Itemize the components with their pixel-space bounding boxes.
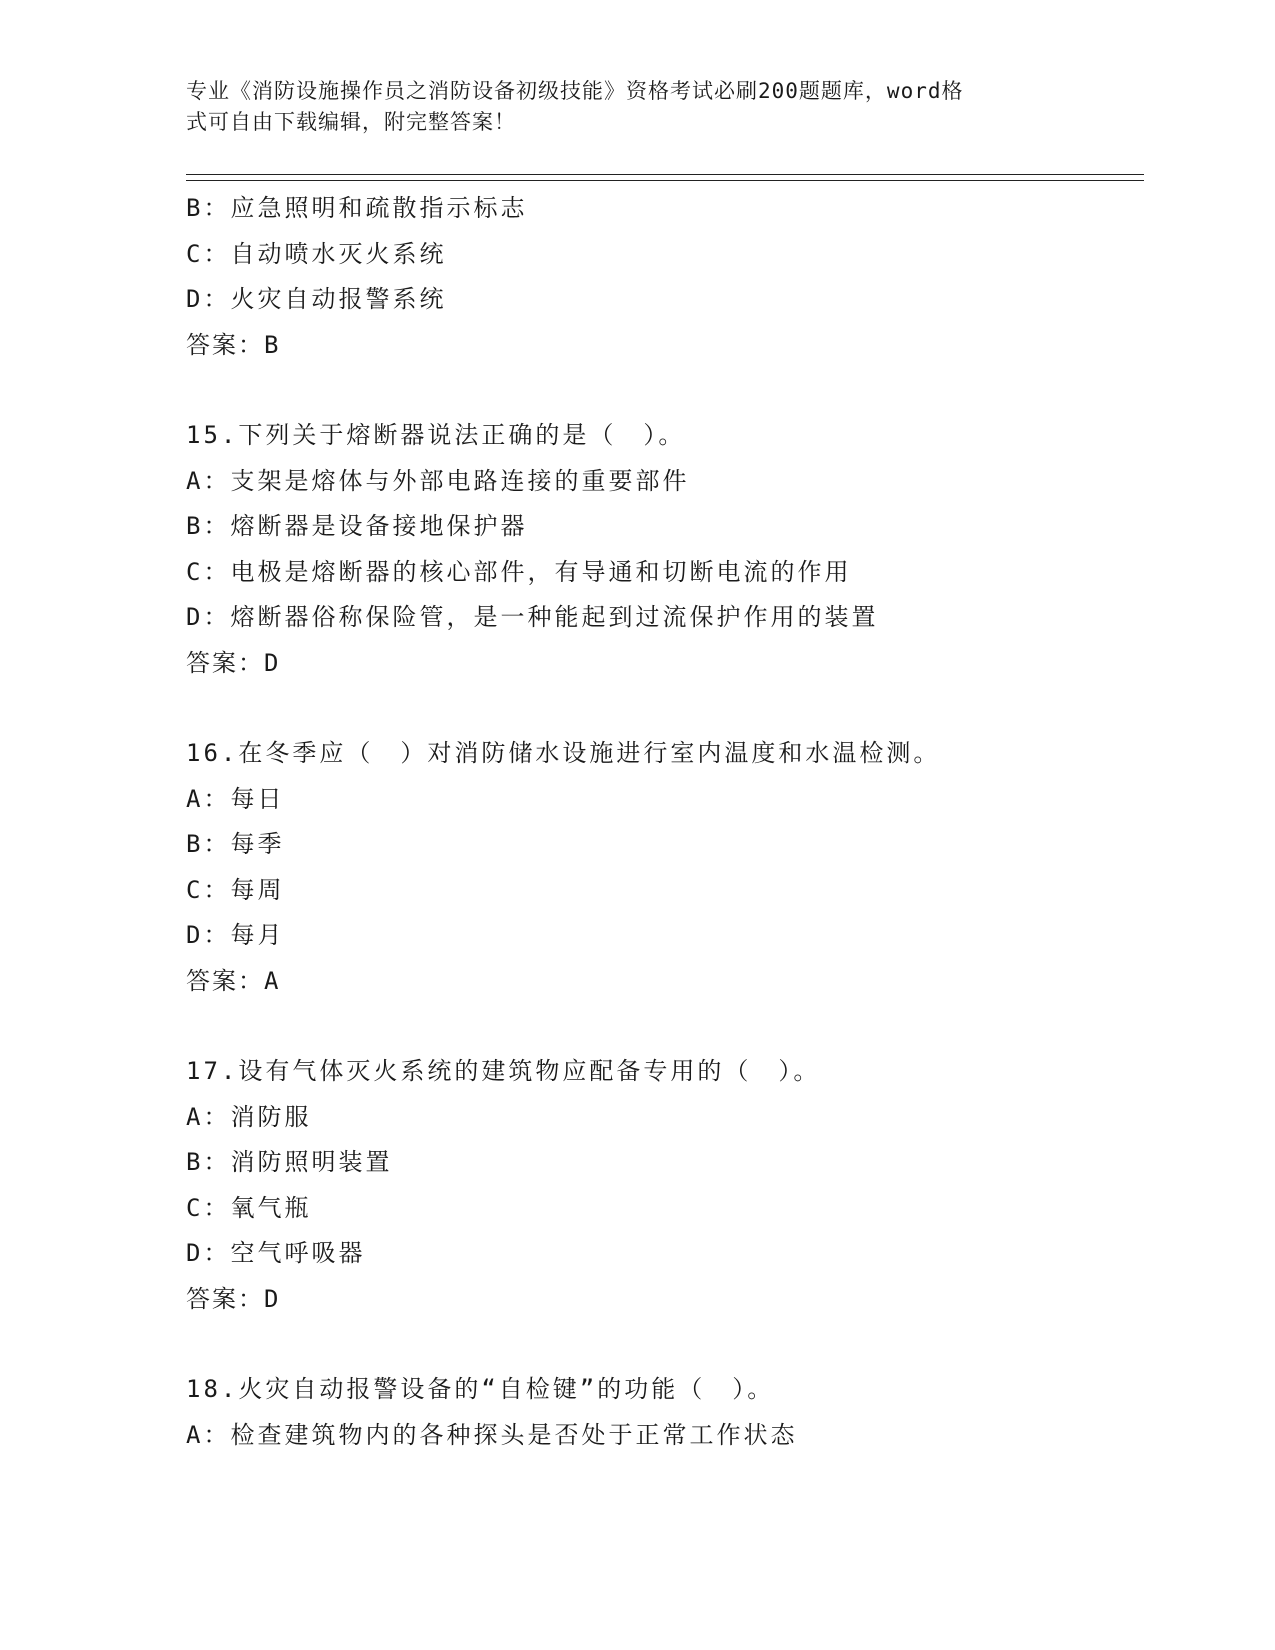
option-c: C：氧气瓶 — [186, 1193, 312, 1222]
header-line-1: 专业《消防设施操作员之消防设备初级技能》资格考试必刷200题题库，word格 — [186, 79, 964, 103]
option-a: A：支架是熔体与外部电路连接的重要部件 — [186, 466, 690, 495]
answer-line: 答案：D — [186, 1284, 281, 1313]
option-a: A：检查建筑物内的各种探头是否处于正常工作状态 — [186, 1420, 798, 1449]
answer-line: 答案：B — [186, 330, 281, 359]
spacer — [186, 1322, 1186, 1367]
option-c: C：每周 — [186, 875, 285, 904]
answer-line: 答案：D — [186, 648, 281, 677]
spacer — [186, 1004, 1186, 1049]
header-line-2: 式可自由下载编辑，附完整答案！ — [186, 110, 516, 134]
question-list — [186, 186, 1186, 1458]
option-a: A：每日 — [186, 784, 285, 813]
question-stem: 18.火灾自动报警设备的“自检键”的功能（ ）。 — [186, 1375, 775, 1403]
option-d: D：每月 — [186, 921, 285, 949]
option-b: B：消防照明装置 — [186, 1148, 393, 1176]
question-stem: 17.设有气体灭火系统的建筑物应配备专用的（ ）。 — [186, 1057, 821, 1085]
header-divider-top — [186, 174, 1144, 175]
option-d: D：熔断器俗称保险管，是一种能起到过流保护作用的装置 — [186, 603, 879, 631]
question-stem: 15.下列关于熔断器说法正确的是（ ）。 — [186, 421, 686, 449]
option-c: C：自动喷水灭火系统 — [186, 239, 447, 268]
question-stem: 16.在冬季应（ ）对消防储水设施进行室内温度和水温检测。 — [186, 739, 941, 767]
document-header — [186, 76, 1066, 138]
option-d: D：空气呼吸器 — [186, 1239, 366, 1267]
header-divider-bottom — [186, 180, 1144, 181]
spacer — [186, 368, 1186, 413]
option-a: A：消防服 — [186, 1102, 312, 1131]
answer-line: 答案：A — [186, 966, 281, 995]
option-b: B：每季 — [186, 830, 285, 858]
spacer — [186, 686, 1186, 731]
option-c: C：电极是熔断器的核心部件，有导通和切断电流的作用 — [186, 557, 852, 586]
option-b: B：应急照明和疏散指示标志 — [186, 194, 528, 222]
option-b: B：熔断器是设备接地保护器 — [186, 512, 528, 540]
option-d: D：火灾自动报警系统 — [186, 285, 447, 313]
